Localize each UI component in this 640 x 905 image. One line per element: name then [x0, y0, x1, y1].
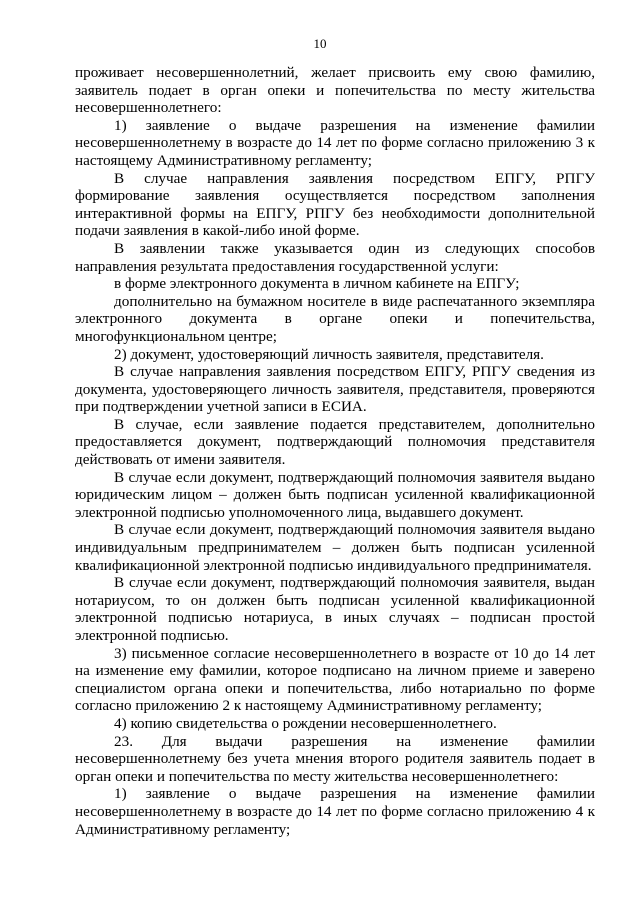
paragraph-legal-entity: В случае если документ, подтверждающий полномочия заявителя выдано юридическим лицом – должен быть подписан усиленной квалификационной электронной подписью уполномоченного лица, выдавшего документ. — [75, 468, 595, 521]
paragraph-item-1-application-appendix-4: 1) заявление о выдаче разрешения на изменение фамилии несовершеннолетнему в возрасте до 14 лет по форме согласно приложению 4 к Административному регламенту; — [75, 785, 595, 838]
paragraph-notary: В случае если документ, подтверждающий полномочия заявителя, выдан нотариусом, то он должен быть подписан усиленной квалификационной электронной подписью нотариуса, в иных случаях – подписан простой электронной подписью. — [75, 574, 595, 644]
paragraph-paper-copy: дополнительно на бумажном носителе в виде распечатанного экземпляра электронного документа в органе опеки и попечительства, многофункциональном центре; — [75, 292, 595, 345]
document-body — [75, 64, 595, 838]
paragraph-representative: В случае, если заявление подается представителем, дополнительно предоставляется документ, подтверждающий полномочия представителя действовать от имени заявителя. — [75, 415, 595, 469]
paragraph-esia-check: В случае направления заявления посредством ЕПГУ, РПГУ сведения из документа, удостоверяющего личность заявителя, представителя, проверяются при подтверждении учетной записи в ЕСИА. — [75, 363, 595, 416]
paragraph-continuation: проживает несовершеннолетний, желает присвоить ему свою фамилию, заявитель подает в орган опеки и попечительства по месту жительства несовершеннолетнего: — [75, 64, 595, 117]
paragraph-epgu-form: В случае направления заявления посредством ЕПГУ, РПГУ формирование заявления осуществляется посредством заполнения интерактивной формы на ЕПГУ, РПГУ без необходимости дополнительной подачи заявления в какой-либо иной форме. — [75, 169, 595, 240]
paragraph-section-23: 23. Для выдачи разрешения на изменение фамилии несовершеннолетнему без учета мнения второго родителя заявитель подает в орган опеки и попечительства по месту жительства несовершеннолетнего: — [75, 732, 595, 785]
paragraph-item-1-application: 1) заявление о выдаче разрешения на изменение фамилии несовершеннолетнему в возрасте до 14 лет по форме согласно приложению 3 к настоящему Административному регламенту; — [75, 116, 595, 169]
paragraph-item-4-birth-cert: 4) копию свидетельства о рождении несовершеннолетнего. — [114, 714, 497, 732]
paragraph-item-2-identity: 2) документ, удостоверяющий личность заявителя, представителя. — [114, 345, 544, 363]
paragraph-result-methods: В заявлении также указывается один из следующих способов направления результата предоставления государственной услуги: — [75, 239, 595, 275]
paragraph-item-3-consent: 3) письменное согласие несовершеннолетнего в возрасте от 10 до 14 лет на изменение ему фамилии, которое подписано на личном приеме и заверено специалистом органа опеки и попечительства, либо нотариально по форме согласно приложению 2 к настоящему Административному регламенту; — [75, 644, 595, 715]
paragraph-entrepreneur: В случае если документ, подтверждающий полномочия заявителя выдано индивидуальным предпринимателем – должен быть подписан усиленной квалификационной электронной подписью индивидуального предпринимателя. — [75, 521, 595, 574]
page-number: 10 — [313, 36, 327, 51]
paragraph-electronic-cabinet: в форме электронного документа в личном кабинете на ЕПГУ; — [114, 275, 520, 293]
